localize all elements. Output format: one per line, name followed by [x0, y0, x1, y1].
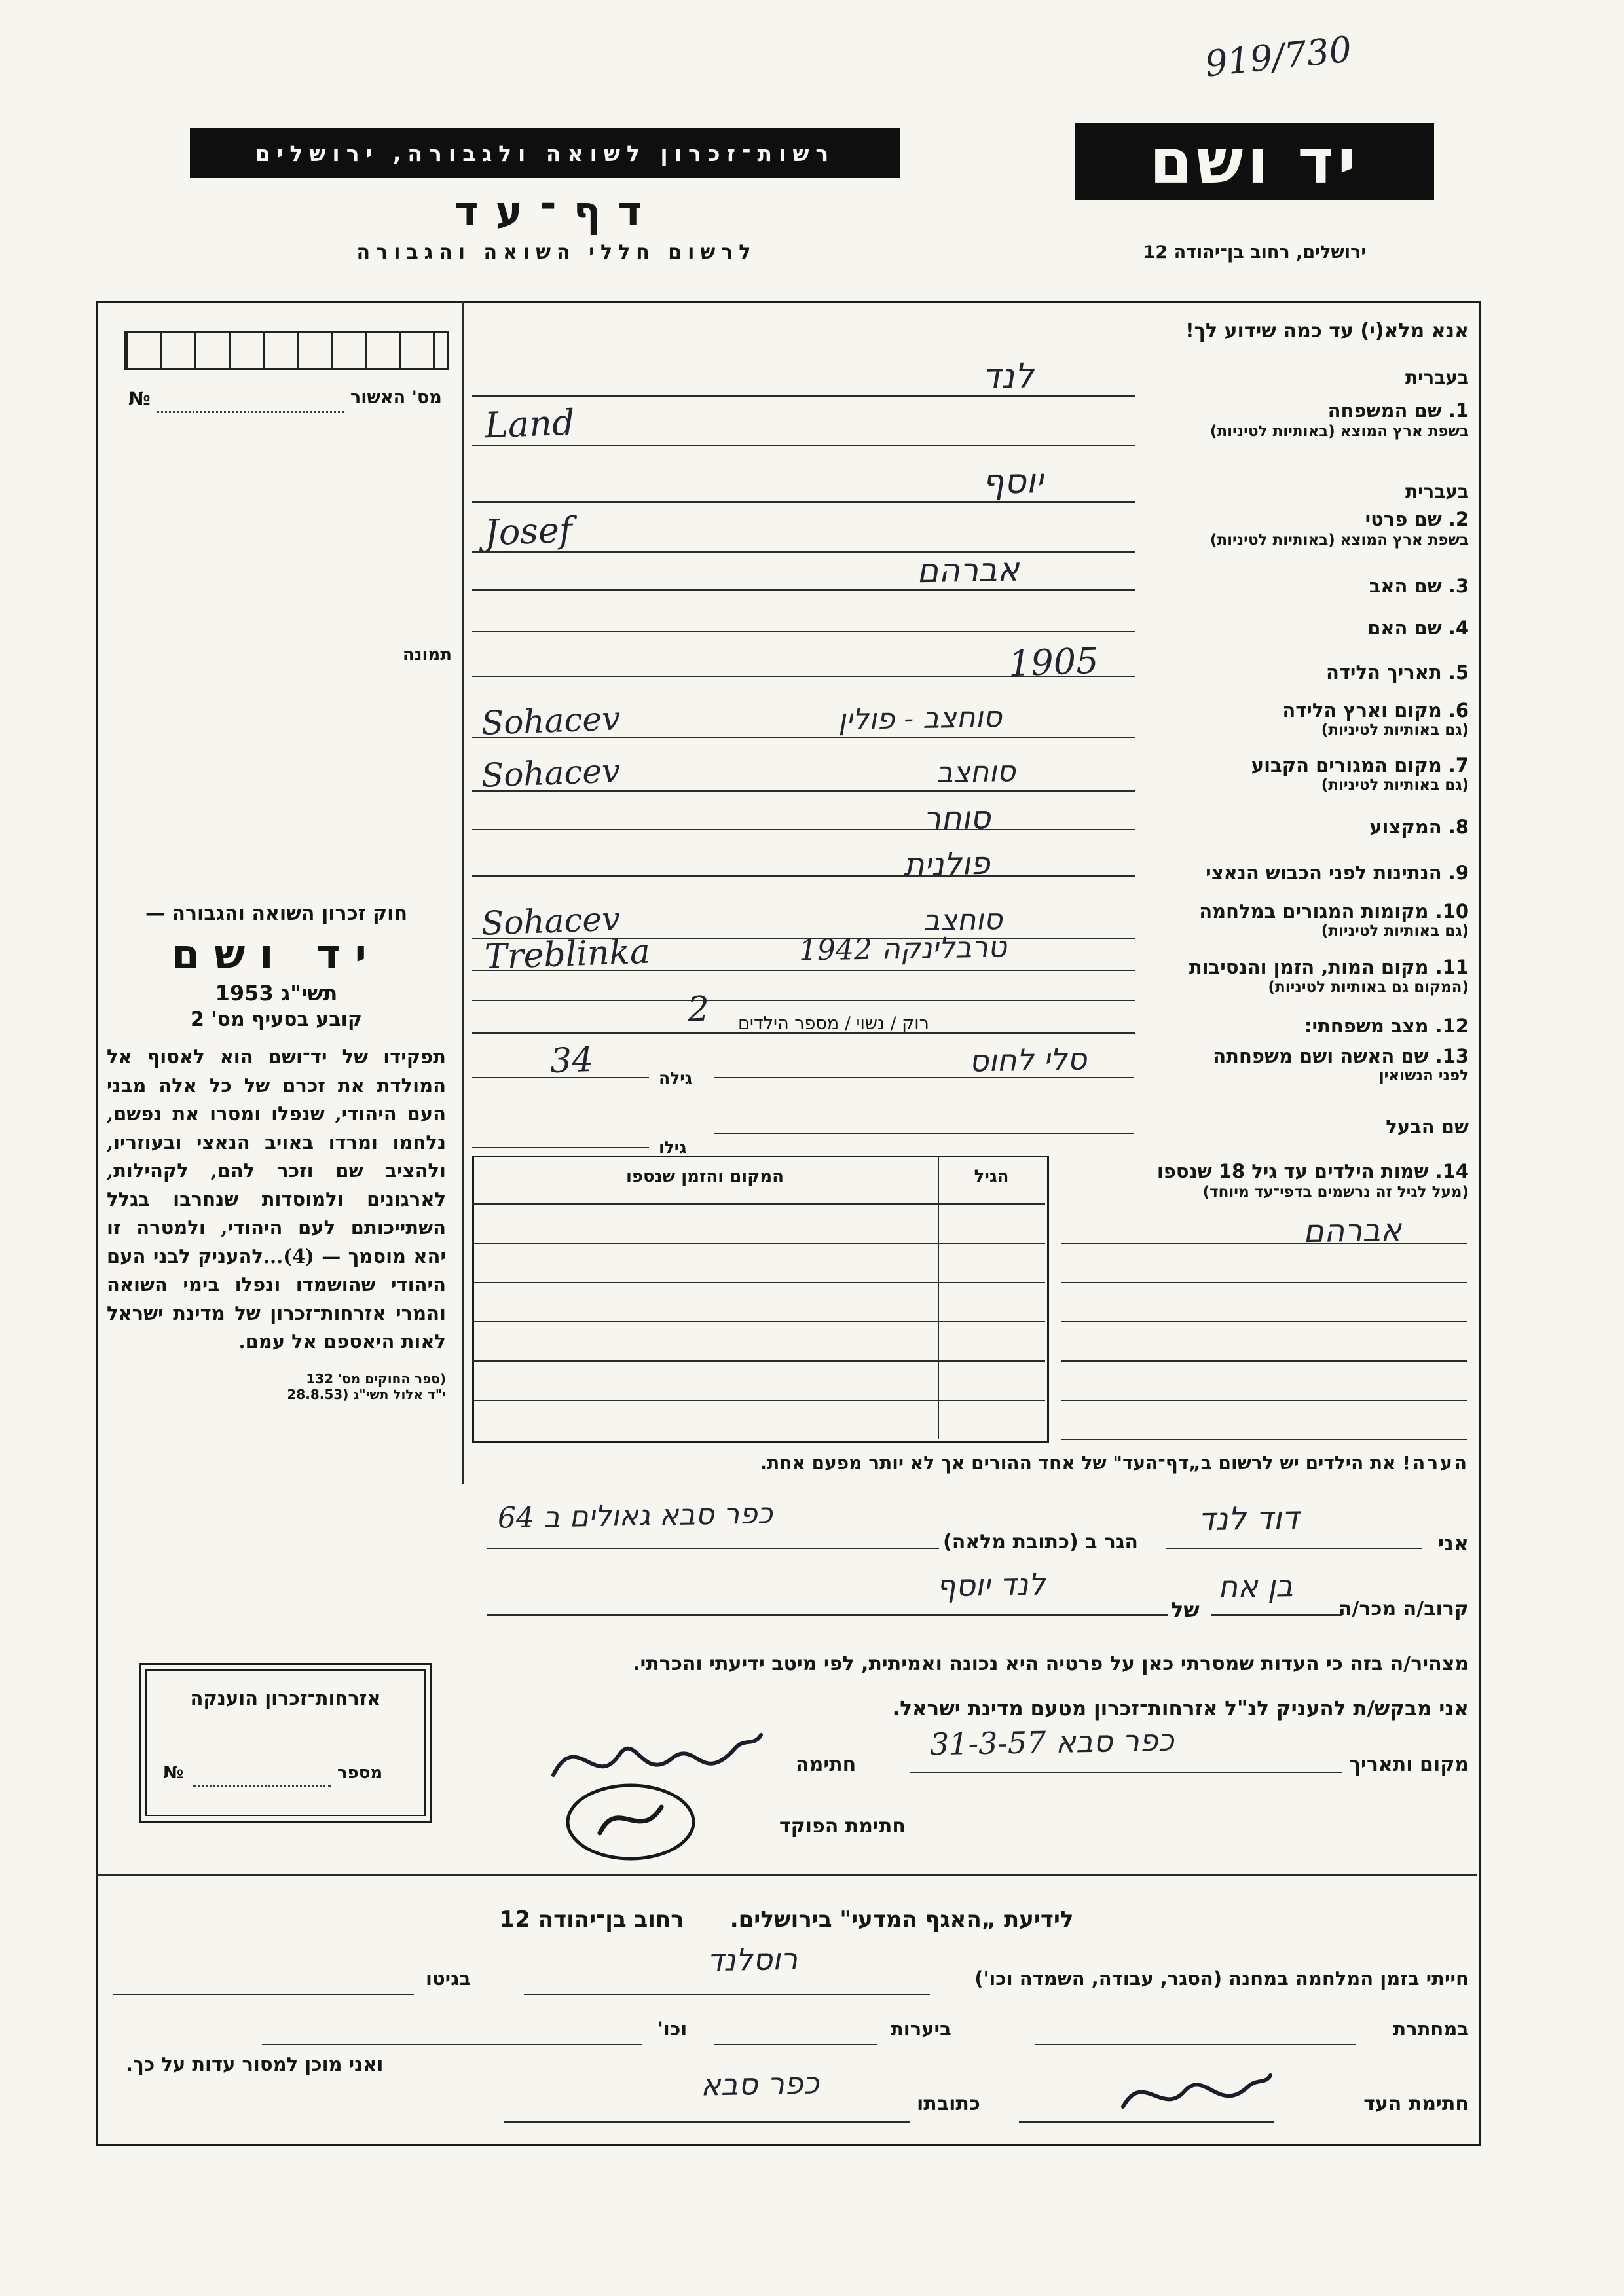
- clerk-stamp-svg: [561, 1778, 701, 1866]
- honor-box-number-line: [193, 1785, 331, 1787]
- law-intro: חוק זכרון השואה והגבורה —: [145, 902, 408, 925]
- hebrew-tag-2: בעברית: [1405, 481, 1469, 502]
- wife-name-value: סלי לחוס: [969, 1041, 1087, 1079]
- law-sidebar: [107, 902, 446, 1402]
- testify-text: ואני מוכן למסור עדות על כך.: [126, 2053, 384, 2075]
- clerk-signature-label: חתימת הפוקד: [779, 1815, 906, 1838]
- field-7-line: [472, 790, 1135, 792]
- husband-label: שם הבעל: [1386, 1116, 1469, 1138]
- field-14-sublabel: (מעל לגיל זה נרשמים בדפי־עד מיוחד): [1202, 1184, 1469, 1201]
- children-table-row-line-5: [472, 1400, 1045, 1401]
- field-2-latin-line: [472, 551, 1135, 553]
- place-date-label: מקום ותאריך: [1349, 1753, 1469, 1776]
- field-12-line: [472, 1032, 1135, 1034]
- family-name-hebrew-value: לנד: [982, 356, 1035, 397]
- field-10-label: 10. מקומות המגורים במלחמה: [1199, 900, 1469, 922]
- bottom-title-address: רחוב בן־יהודה 12: [499, 1906, 684, 1933]
- honor-box-number-symbol: №: [163, 1763, 184, 1783]
- approval-number-label: מס' האשור: [350, 388, 442, 408]
- witness-address-line: [487, 1548, 939, 1549]
- family-name-latin-value: Land: [483, 401, 576, 446]
- field-9-label: 9. הנתינות לפני הכבוש הנאצי: [1206, 862, 1469, 884]
- field-11-sublabel: (המקום גם באותיות לטיניות): [1268, 979, 1469, 996]
- ref-number-handwritten: 919/730: [1203, 28, 1354, 85]
- field-13-label: 13. שם האשה ושם משפחתה: [1213, 1045, 1469, 1067]
- honor-box-title: אזרחות־זכרון הוענקה: [190, 1687, 381, 1709]
- field-4-label: 4. שם האם: [1367, 617, 1469, 639]
- wartime-residence-latin-value: Sohacev: [481, 900, 621, 943]
- left-column-divider: [462, 301, 464, 1484]
- father-name-value: אברהם: [916, 550, 1020, 591]
- declaration-statement: מצהיר/ה בזה כי העדות שמסרתי כאן על פרטיה היא נכונה ואמיתית, לפי מיטב ידיעתי והכרתי.: [633, 1652, 1469, 1675]
- forests-line: [714, 2044, 877, 2045]
- first-name-hebrew-value: יוסף: [982, 462, 1044, 502]
- declaration-request: אני מבקש/ת להעניק לנ"ל אזרחות־זכרון מטעם מדינת ישראל.: [892, 1697, 1469, 1721]
- first-name-latin-value: Josef: [483, 509, 573, 554]
- death-place-latin-value: Treblinka: [484, 932, 651, 977]
- field-3-label: 3. שם האב: [1369, 575, 1469, 597]
- law-year: תשי"ג 1953: [215, 981, 338, 1006]
- husband-line: [714, 1133, 1134, 1134]
- field-14-label: 14. שמות הילדים עד גיל 18 שנספו: [1156, 1160, 1469, 1182]
- law-name: יד ושם: [172, 930, 381, 978]
- child-name-line-2: [1061, 1282, 1467, 1283]
- subject-name-line: [487, 1614, 1168, 1616]
- bottom-address-value: כפר סבא: [700, 2065, 820, 2103]
- etc-line: [262, 2044, 642, 2045]
- child-name-line-4: [1061, 1360, 1467, 1362]
- law-ref-line2: י"ד אלול תשי"ג (28.8.53: [287, 1386, 446, 1402]
- approval-number-line: [157, 411, 344, 413]
- field-1-sublabel: בשפת ארץ המוצא (באותיות לטיניות): [1209, 423, 1469, 440]
- tally-strip: [124, 331, 449, 370]
- relation-line: [1211, 1614, 1342, 1616]
- lived-in-camp-label: חייתי בזמן המלחמה במחנה (הסגר, עבודה, השמדה וכו'): [974, 1967, 1469, 1990]
- bottom-signature-line: [1019, 2121, 1274, 2123]
- section-divider: [96, 1874, 1477, 1876]
- ghetto-label: בגיטו: [426, 1967, 471, 1990]
- wartime-residence-hebrew-value: סוחצב: [923, 902, 1003, 938]
- children-table-row-line-2: [472, 1282, 1045, 1283]
- signature-label: חתימה: [796, 1753, 857, 1776]
- child-name-line-6: [1061, 1439, 1467, 1440]
- lived-in-camp-value: רוסלנד: [707, 1941, 798, 1978]
- field-6-sublabel: (גם באותיות לטיניות): [1321, 721, 1469, 738]
- profession-value: סוחר: [923, 799, 991, 837]
- declaration-i-label: אני: [1437, 1531, 1469, 1556]
- underground-label: במחתרת: [1393, 2018, 1469, 2040]
- yad-vashem-logo: [1075, 123, 1434, 200]
- wife-age-line: [472, 1077, 649, 1078]
- wife-age-value: 34: [549, 1040, 595, 1082]
- residence-latin-value: Sohacev: [481, 752, 621, 795]
- husband-age-label: גילו: [659, 1138, 687, 1157]
- children-note-label: הערה!: [1402, 1452, 1469, 1474]
- bottom-address-line: [504, 2121, 910, 2123]
- field-9-line: [472, 875, 1135, 877]
- bottom-title-row: [96, 1906, 1477, 1933]
- field-6-label: 6. מקום וארץ הלידה: [1282, 699, 1469, 721]
- ghetto-line: [113, 1994, 414, 1995]
- citizenship-value: פולנית: [903, 845, 991, 884]
- field-1-hebrew-line: [472, 395, 1135, 397]
- children-table-row-line-3: [472, 1321, 1045, 1322]
- birth-place-latin-value: Sohacev: [481, 699, 621, 742]
- children-col-age-header: הגיל: [974, 1167, 1009, 1186]
- field-8-label: 8. המקצוע: [1369, 816, 1469, 838]
- authority-banner: [190, 128, 900, 178]
- resides-label: הגר ב (כתובת מלאה): [943, 1531, 1139, 1554]
- fill-instruction: אנא מלא(י) עד כמה שידוע לך!: [1185, 319, 1469, 342]
- field-5-label: 5. תאריך הלידה: [1325, 661, 1469, 683]
- field-5-line: [472, 676, 1135, 677]
- authority-banner-text: רשות־זכרון לשואה ולגבורה, ירושלים: [255, 140, 836, 166]
- yad-vashem-logo-text: יד ושם: [1149, 126, 1360, 198]
- forests-label: ביערות: [891, 2018, 951, 2040]
- honor-box-number-label: מספר: [337, 1763, 383, 1783]
- form-title: דף־עד: [454, 187, 659, 235]
- subject-name-value: לנד יוסף: [936, 1566, 1046, 1604]
- husband-age-line: [472, 1147, 649, 1148]
- field-4-line: [472, 631, 1135, 632]
- death-place-hebrew-value: טרבלינקה 1942: [798, 930, 1007, 968]
- field-2-hebrew-line: [472, 501, 1135, 503]
- children-count-value: 2: [686, 989, 710, 1030]
- children-table-row-line-1: [472, 1243, 1045, 1244]
- field-10-sublabel: (גם באותיות לטיניות): [1321, 922, 1469, 939]
- photo-label: תמונה: [402, 645, 452, 665]
- lived-line: [524, 1994, 930, 1995]
- law-ref-line1: (ספר החוקים מס' 132: [306, 1370, 446, 1387]
- law-section: קובע בסעיף מס' 2: [191, 1008, 362, 1031]
- children-table-col-divider: [938, 1156, 939, 1439]
- place-date-line: [910, 1772, 1342, 1773]
- residence-hebrew-value: סוחצב: [936, 754, 1016, 790]
- child-name-line-5: [1061, 1400, 1467, 1401]
- place-date-value: כפר סבא 31-3-57: [929, 1722, 1175, 1762]
- wife-age-label: גילה: [659, 1068, 692, 1087]
- witness-address-value: כפר סבא גאולים ב 64: [497, 1497, 773, 1535]
- field-12-options: רוק / נשוי / מספר הילדים: [738, 1013, 929, 1034]
- bottom-signature-svg: [1113, 2061, 1277, 2123]
- field-11-line2: [472, 1000, 1135, 1001]
- field-13-sublabel: לפני הנשואין: [1378, 1067, 1469, 1084]
- field-1-latin-line: [472, 445, 1135, 446]
- law-body: תפקידו של יד־ושם הוא לאסוף אל המולדת את זכרם של כל אלה מבני העם היהודי, שנפלו ומסרו את נפשם, נלחמו ומרדו באויב הנאצי ובעוזריו, ולהציב שם וזכר להם, לקהילות, לארגונים ולמוסדות שנחרבו בגלל השתייכותם לעם היהודי, ולמטרה זו יהא מוסמך — (4)...להעניק לבני העם היהודי שהושמדו ונפלו בימי השואה והמרי אזרחות־זכרון של מדינת ישראל לאות היאספם אל עמם.: [107, 1046, 446, 1353]
- children-col-place-header: המקום והזמן שנספו: [625, 1167, 784, 1186]
- witness-sig-label: חתימת העד: [1363, 2092, 1469, 2115]
- hebrew-tag-1: בעברית: [1405, 367, 1469, 388]
- children-table-row-line-4: [472, 1360, 1045, 1362]
- field-3-line: [472, 589, 1135, 591]
- field-7-sublabel: (גם באותיות לטיניות): [1321, 776, 1469, 793]
- field-13-line: [714, 1077, 1134, 1078]
- field-6-line: [472, 737, 1135, 738]
- underground-line: [1035, 2044, 1356, 2045]
- field-7-label: 7. מקום המגורים הקבוע: [1251, 754, 1469, 776]
- form-subtitle: לרשום חללי השואה והגבורה: [356, 241, 757, 264]
- relation-label: קרוב/ה מכר/ה: [1338, 1597, 1469, 1620]
- relation-value: בן אח: [1217, 1568, 1294, 1605]
- birth-date-value: 1905: [1007, 640, 1099, 685]
- field-11-line1: [472, 970, 1135, 971]
- field-2-label: 2. שם פרטי: [1365, 508, 1469, 530]
- bottom-address-label: כתובתו: [917, 2092, 980, 2115]
- honor-citizenship-box: [139, 1663, 432, 1823]
- field-8-line: [472, 829, 1135, 830]
- child-name-line-1: [1061, 1243, 1467, 1244]
- bottom-witness-signature-scribble: [1113, 2061, 1277, 2123]
- of-label: של: [1171, 1597, 1200, 1622]
- bottom-title: לידיעת „האגף המדעי" בירושלים.: [729, 1906, 1074, 1933]
- child-name-value: אברהם: [1302, 1211, 1402, 1250]
- birth-place-hebrew-value: סוחצב - פולין: [838, 700, 1003, 737]
- children-table-row-line-0: [472, 1203, 1045, 1205]
- field-1-label: 1. שם המשפחה: [1327, 399, 1469, 422]
- child-name-line-3: [1061, 1321, 1467, 1322]
- children-note: [760, 1452, 1469, 1474]
- approval-no-symbol: №: [128, 388, 151, 409]
- header-address: ירושלים, רחוב בן־יהודה 12: [1143, 242, 1367, 263]
- witness-name-value: דוד לנד: [1198, 1499, 1299, 1539]
- clerk-stamp: [561, 1778, 701, 1866]
- field-12-label: 12. מצב משפחתי:: [1304, 1015, 1469, 1037]
- etc-label: וכו': [657, 2018, 688, 2040]
- children-note-text: את הילדים יש לרשום ב„דף־העד" של אחד ההורים אך לא יותר מפעם אחת.: [760, 1452, 1396, 1474]
- witness-name-line: [1166, 1548, 1422, 1549]
- field-11-label: 11. מקום המות, הזמן והנסיבות: [1189, 956, 1469, 978]
- field-2-sublabel: בשפת ארץ המוצא (באותיות לטיניות): [1209, 532, 1469, 549]
